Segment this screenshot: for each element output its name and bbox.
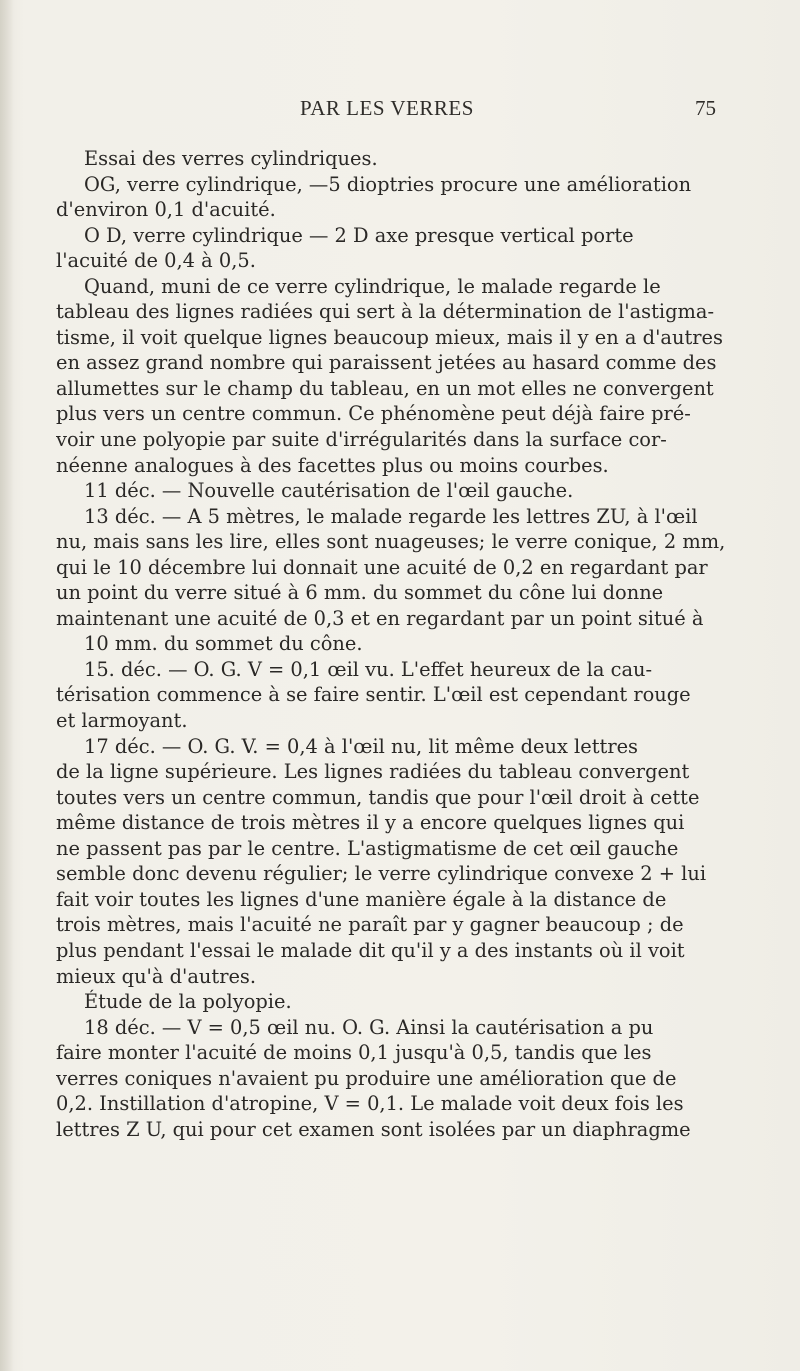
text-line: faire monter l'acuité de moins 0,1 jusqu'à 0,5, tandis que les <box>56 1041 652 1065</box>
page-header <box>0 96 800 126</box>
page-gutter-shadow <box>0 0 14 1371</box>
text-line: d'environ 0,1 d'acuité. <box>56 198 276 222</box>
text-line: Quand, muni de ce verre cylindrique, le malade regarde le <box>84 274 661 298</box>
text-line: qui le 10 décembre lui donnait une acuité de 0,2 en regardant par <box>56 555 708 579</box>
text-line: Essai des verres cylindriques. <box>84 147 378 170</box>
text-line: allumettes sur le champ du tableau, en un mot elles ne convergent <box>56 376 714 400</box>
text-line: 11 déc. — Nouvelle cautérisation de l'œil gauche. <box>84 479 574 503</box>
text-line: voir une polyopie par suite d'irrégularités dans la surface cor- <box>56 428 667 452</box>
text-line: térisation commence à se faire sentir. L'œil est cependant rouge <box>56 683 691 707</box>
text-line: 17 déc. — O. G. V. = 0,4 à l'œil nu, lit même deux lettres <box>84 734 639 758</box>
text-line: l'acuité de 0,4 à 0,5. <box>56 249 256 273</box>
text-line: même distance de trois mètres il y a encore quelques lignes qui <box>56 811 685 835</box>
text-line: 10 mm. du sommet du cône. <box>84 632 363 656</box>
text-line: maintenant une acuité de 0,3 et en regardant par un point situé à <box>56 606 704 630</box>
text-line: tisme, il voit quelque lignes beaucoup mieux, mais il y en a d'autres <box>56 325 723 349</box>
text-line: tableau des lignes radiées qui sert à la détermination de l'astigma- <box>56 300 715 324</box>
text-line: mieux qu'à d'autres. <box>56 964 257 988</box>
text-line: un point du verre situé à 6 mm. du sommet du cône lui donne <box>56 581 664 605</box>
text-line: 13 déc. — A 5 mètres, le malade regarde les lettres ZU, à l'œil <box>84 504 698 528</box>
text-line: plus vers un centre commun. Ce phénomène peut déjà faire pré- <box>56 402 691 426</box>
text-line: 0,2. Instillation d'atropine, V = 0,1. Le malade voit deux fois les <box>56 1092 684 1116</box>
text-line: ne passent pas par le centre. L'astigmatisme de cet œil gauche <box>56 836 679 860</box>
text-line: en assez grand nombre qui paraissent jetées au hasard comme des <box>56 351 717 375</box>
body-text <box>56 146 771 1142</box>
text-line: trois mètres, mais l'acuité ne paraît par y gagner beaucoup ; de <box>56 913 684 937</box>
text-line: semble donc devenu régulier; le verre cylindrique convexe 2 + lui <box>56 862 707 886</box>
text-line: OG, verre cylindrique, —5 dioptries procure une amélioration <box>84 172 692 196</box>
text-line: 15. déc. — O. G. V = 0,1 œil vu. L'effet heureux de la cau- <box>84 657 653 681</box>
text-line: et larmoyant. <box>56 709 188 733</box>
text-line: verres coniques n'avaient pu produire une amélioration que de <box>56 1066 677 1090</box>
text-line: néenne analogues à des facettes plus ou moins courbes. <box>56 453 609 477</box>
text-line: plus pendant l'essai le malade dit qu'il y a des instants où il voit <box>56 938 685 962</box>
text-line: de la ligne supérieure. Les lignes radiées du tableau convergent <box>56 760 690 784</box>
text-line: toutes vers un centre commun, tandis que pour l'œil droit à cette <box>56 785 700 809</box>
page-number: 75 <box>695 96 716 120</box>
text-line: Étude de la polyopie. <box>84 990 292 1014</box>
text-line: fait voir toutes les lignes d'une manière égale à la distance de <box>56 887 667 911</box>
text-line: nu, mais sans les lire, elles sont nuageuses; le verre conique, 2 mm, <box>56 530 726 554</box>
text-line: 18 déc. — V = 0,5 œil nu. O. G. Ainsi la cautérisation a pu <box>84 1015 654 1039</box>
text-line: O D, verre cylindrique — 2 D axe presque vertical porte <box>84 223 634 247</box>
running-head: PAR LES VERRES <box>300 96 474 120</box>
text-line: lettres Z U, qui pour cet examen sont isolées par un diaphragme <box>56 1117 691 1141</box>
